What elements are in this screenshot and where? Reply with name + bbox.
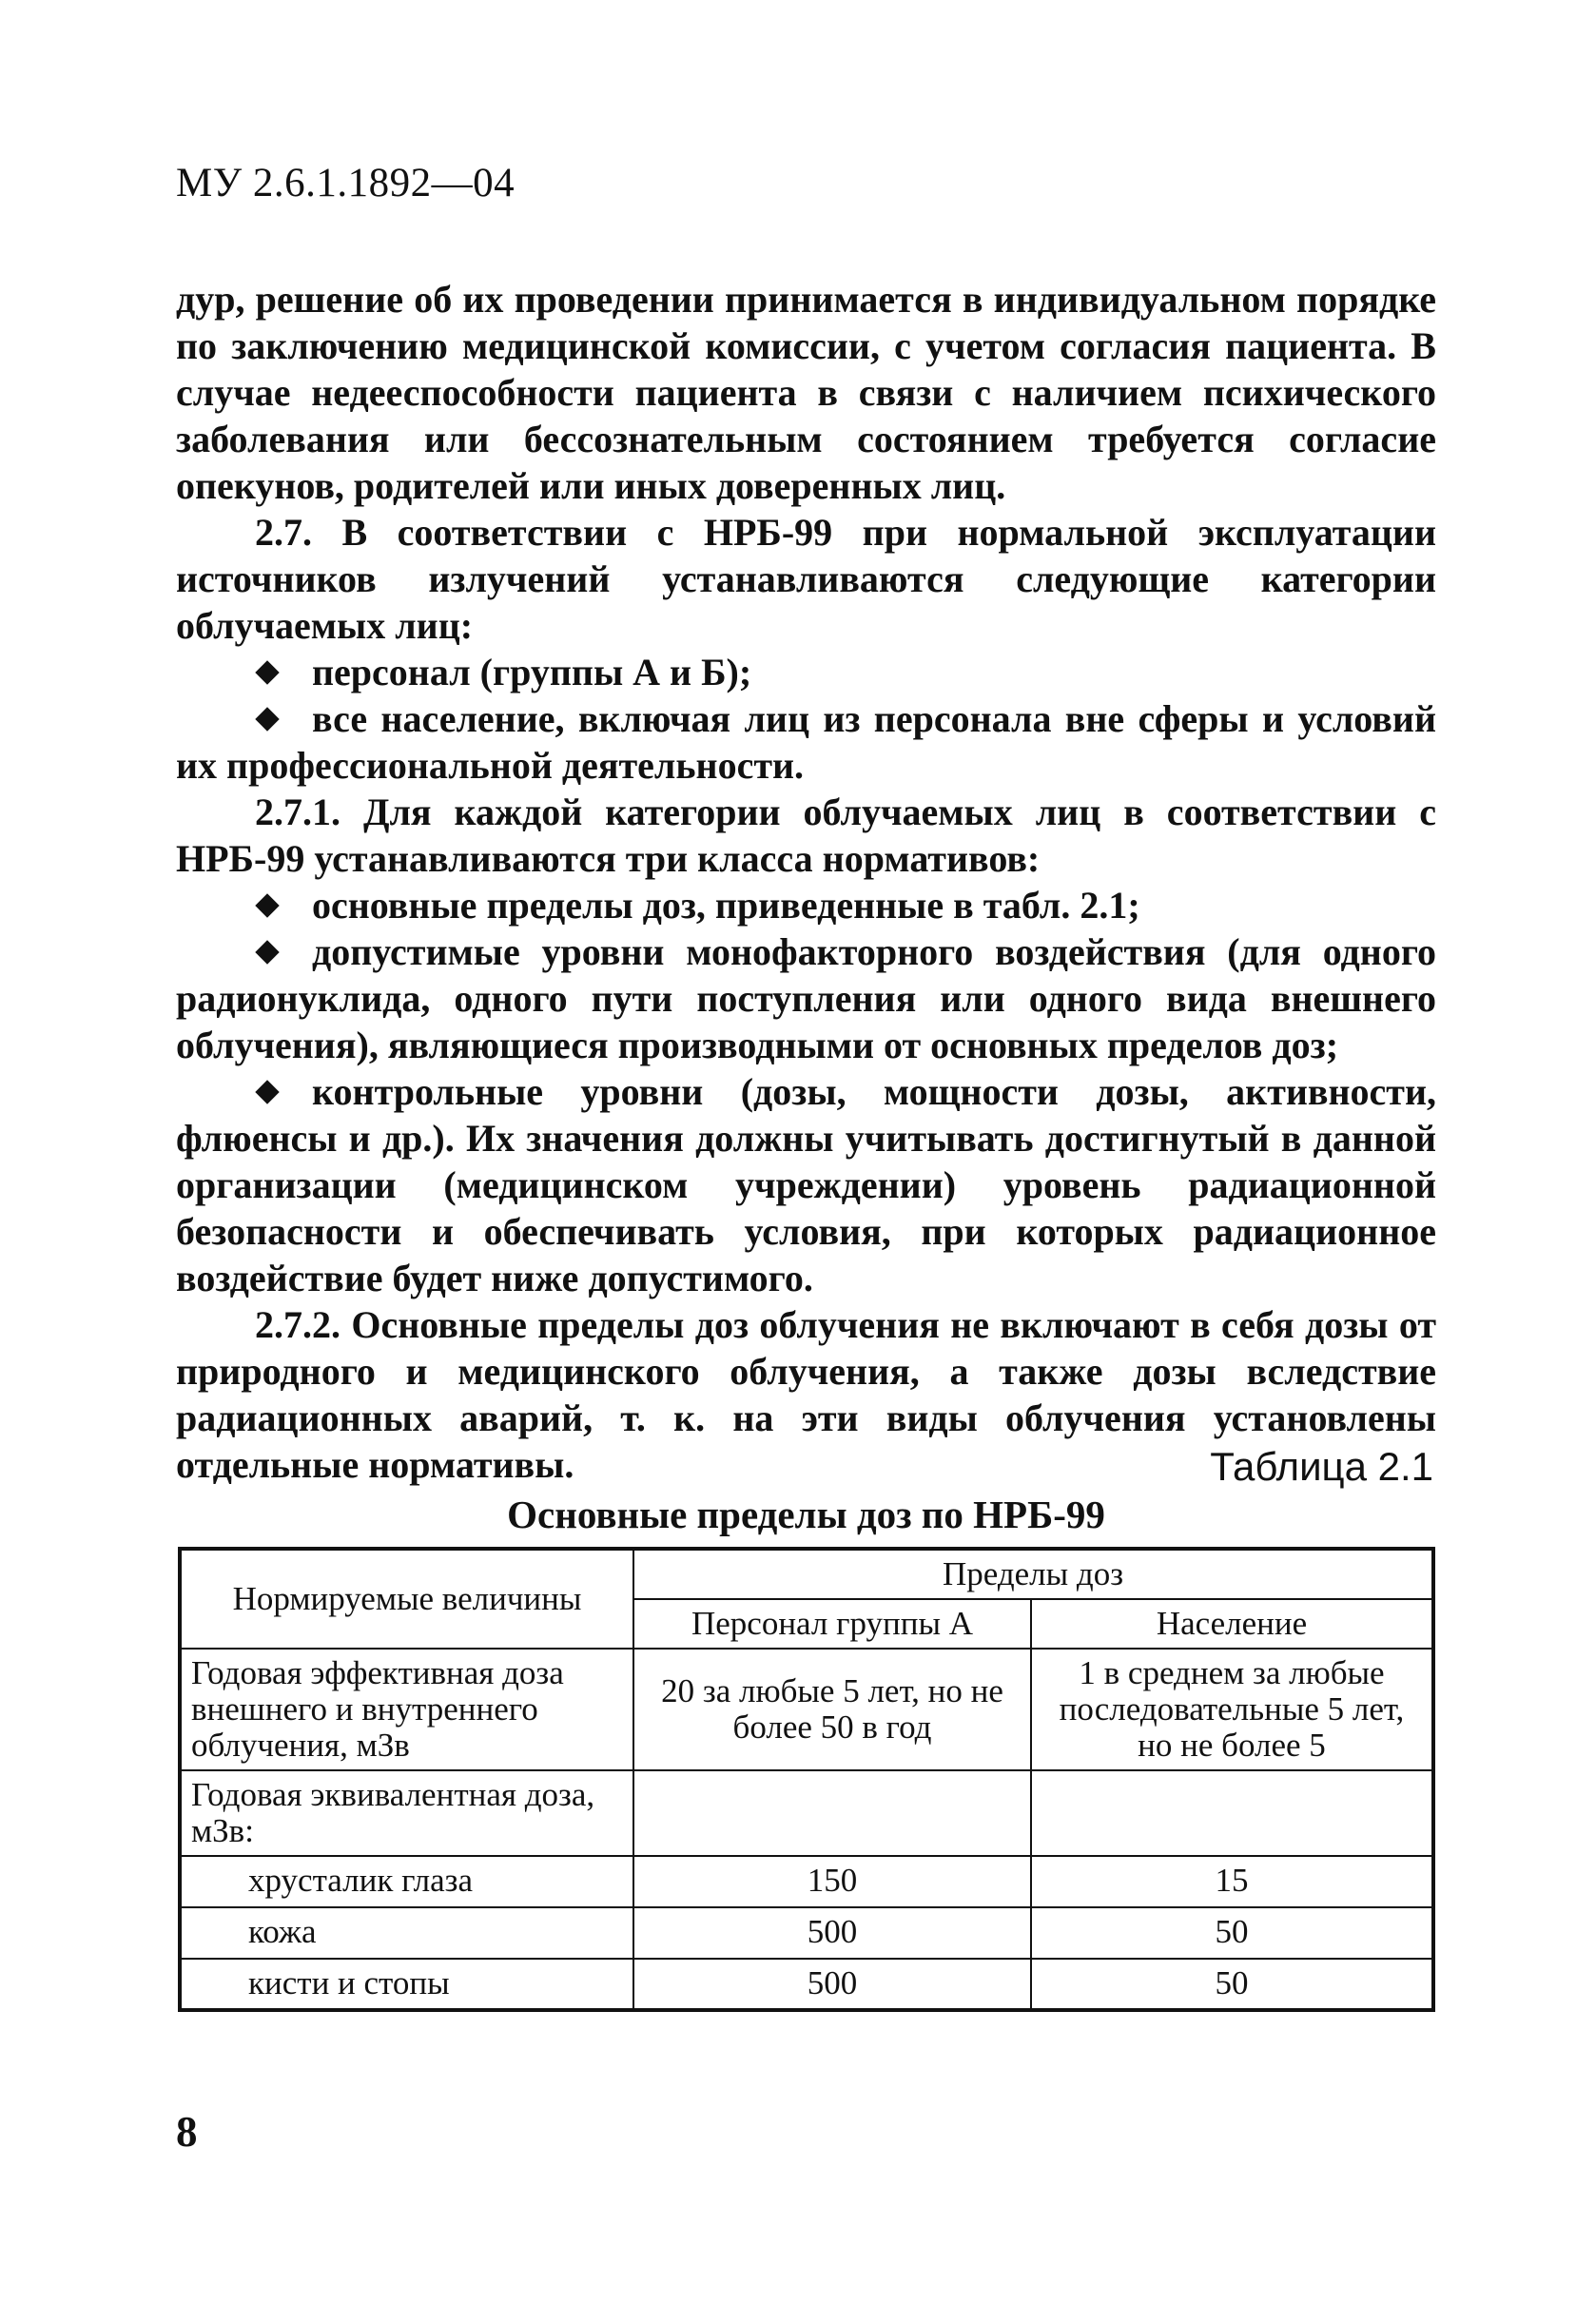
diamond-bullet-icon bbox=[255, 893, 279, 917]
page-number: 8 bbox=[176, 2108, 198, 2156]
bullet-text: допустимые уровни монофакторного воздействия (для одного радионуклида, одного пути поступления или одного вида внешнего облучения), являющиеся производными от основных пределов доз; bbox=[176, 930, 1436, 1066]
bullet-text: персонал (группы А и Б); bbox=[312, 651, 752, 693]
paragraph: 2.7. В соответствии с НРБ-99 при нормальной эксплуатации источников излучений устанавливаются следующие категории облучаемых лиц: bbox=[176, 511, 1436, 647]
row-name: кожа bbox=[180, 1907, 633, 1959]
row-name: Годовая эквивалентная доза, мЗв: bbox=[180, 1770, 633, 1856]
row-name: хрусталик глаза bbox=[180, 1856, 633, 1907]
population-value: 50 bbox=[1031, 1959, 1433, 2010]
header-dose-limits: Пределы доз bbox=[633, 1549, 1433, 1599]
population-value: 15 bbox=[1031, 1856, 1433, 1907]
header-population: Население bbox=[1031, 1599, 1433, 1649]
table-row bbox=[180, 1907, 1433, 1959]
table-label: Таблица 2.1 bbox=[1210, 1444, 1433, 1489]
population-value: 50 bbox=[1031, 1907, 1433, 1959]
table-row bbox=[180, 1649, 1433, 1770]
personnel-value: 500 bbox=[633, 1907, 1031, 1959]
diamond-bullet-icon bbox=[255, 660, 279, 684]
personnel-value: 150 bbox=[633, 1856, 1031, 1907]
bullet-text: контрольные уровни (дозы, мощности дозы, активности, флюенсы и др.). Их значения должны учитывать достигнутый в данной организации (медицинском учреждении) уровень радиационной безопасности и обеспечивать условия, при которых радиационное воздействие будет ниже допустимого. bbox=[176, 1070, 1436, 1299]
bullet-item bbox=[176, 1068, 1436, 1301]
dose-limits-table bbox=[178, 1547, 1435, 2012]
header-normalized-values: Нормируемые величины bbox=[180, 1549, 633, 1649]
paragraph: 2.7.1. Для каждой категории облучаемых лиц в соответствии с НРБ-99 устанавливаются три класса нормативов: bbox=[176, 791, 1436, 880]
population-value: 1 в среднем за любые последовательные 5 лет, но не более 5 bbox=[1031, 1649, 1433, 1770]
bullet-item bbox=[176, 695, 1436, 789]
bullet-text: основные пределы доз, приведенные в табл. 2.1; bbox=[312, 884, 1140, 927]
table-title: Основные пределы доз по НРБ-99 bbox=[507, 1493, 1105, 1536]
population-value bbox=[1031, 1770, 1433, 1856]
paragraph: 2.7.2. Основные пределы доз облучения не включают в себя дозы от природного и медицинского облучения, а также дозы вследствие радиационных аварий, т. к. на эти виды облучения установлены отдельные нормативы. bbox=[176, 1303, 1436, 1486]
personnel-value: 500 bbox=[633, 1959, 1031, 2010]
table-row bbox=[180, 1959, 1433, 2010]
row-name: Годовая эффективная доза внешнего и внутреннего облучения, мЗв bbox=[180, 1649, 633, 1770]
document-code: МУ 2.6.1.1892—04 bbox=[176, 161, 516, 205]
header-personnel: Персонал группы А bbox=[633, 1599, 1031, 1649]
table-row bbox=[180, 1856, 1433, 1907]
personnel-value bbox=[633, 1770, 1031, 1856]
table-header-row bbox=[180, 1549, 1433, 1599]
personnel-value: 20 за любые 5 лет, но не более 50 в год bbox=[633, 1649, 1031, 1770]
bullet-item bbox=[176, 882, 1436, 928]
diamond-bullet-icon bbox=[255, 1080, 279, 1103]
table-row bbox=[180, 1770, 1433, 1856]
bullet-item bbox=[176, 649, 1436, 695]
diamond-bullet-icon bbox=[255, 940, 279, 964]
diamond-bullet-icon bbox=[255, 707, 279, 731]
bullet-item bbox=[176, 928, 1436, 1068]
bullet-text: все население, включая лиц из персонала вне сферы и условий их профессиональной деятельности. bbox=[176, 697, 1436, 787]
paragraph: дур, решение об их проведении принимается в индивидуальном порядке по заключению медицинской комиссии, с учетом согласия пациента. В случае недееспособности пациента в связи с наличием психического заболевания или бессознательным состоянием требуется согласие опекунов, родителей или иных доверенных лиц. bbox=[176, 278, 1436, 507]
row-name: кисти и стопы bbox=[180, 1959, 633, 2010]
body-text bbox=[176, 276, 1436, 1488]
